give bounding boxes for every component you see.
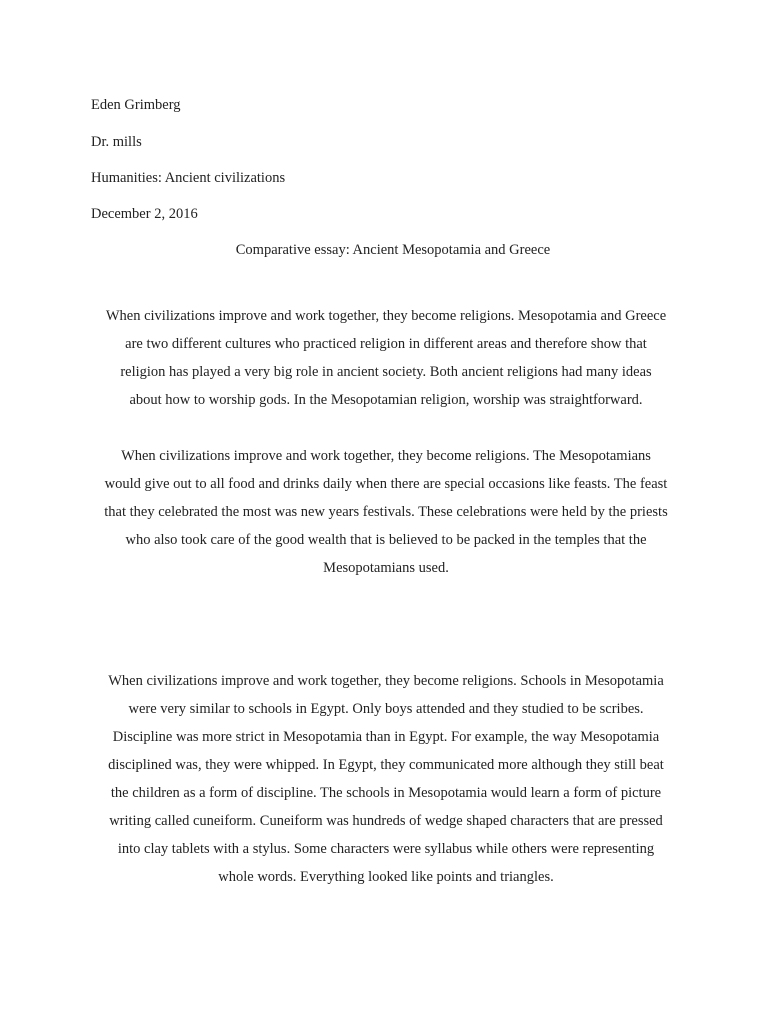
- essay-title: Comparative essay: Ancient Mesopotamia and Greece: [235, 242, 551, 258]
- paragraph-line: whole words. Everything looked like points and triangles.: [218, 869, 554, 885]
- paragraph-line: who also took care of the good wealth that is believed to be packed in the temples that the: [125, 532, 647, 548]
- paragraph-line: writing called cuneiform. Cuneiform was hundreds of wedge shaped characters that are pressed: [109, 813, 663, 829]
- paragraph-line: are two different cultures who practiced religion in different areas and therefore show that: [125, 336, 647, 352]
- paragraph-line: Discipline was more strict in Mesopotamia than in Egypt. For example, the way Mesopotamia: [112, 729, 660, 745]
- paragraph-1: [84, 302, 688, 414]
- paragraph-line: When civilizations improve and work together, they become religions. Schools in Mesopotamia: [108, 673, 664, 689]
- course-name: Humanities: Ancient civilizations: [91, 170, 286, 186]
- paragraph-line: about how to worship gods. In the Mesopotamian religion, worship was straightforward.: [129, 392, 643, 408]
- instructor-name: Dr. mills: [91, 134, 142, 150]
- paragraph-line: would give out to all food and drinks daily when there are special occasions like feasts. The feast: [104, 476, 668, 492]
- paragraph-line: religion has played a very big role in ancient society. Both ancient religions had many ideas: [120, 364, 652, 380]
- document-date: December 2, 2016: [91, 206, 198, 222]
- paragraph-line: the children as a form of discipline. The schools in Mesopotamia would learn a form of picture: [110, 785, 662, 801]
- paragraph-line: were very similar to schools in Egypt. Only boys attended and they studied to be scribes.: [128, 701, 644, 717]
- paragraph-line: disciplined was, they were whipped. In Egypt, they communicated more although they still beat: [108, 757, 664, 773]
- paragraph-3: [84, 667, 688, 891]
- paragraph-line: When civilizations improve and work together, they become religions. The Mesopotamians: [121, 448, 651, 464]
- paragraph-line: into clay tablets with a stylus. Some characters were syllabus while others were representing: [117, 841, 655, 857]
- paragraph-line: When civilizations improve and work together, they become religions. Mesopotamia and Greece: [105, 308, 667, 324]
- author-name: Eden Grimberg: [91, 97, 181, 113]
- paragraph-line: that they celebrated the most was new years festivals. These celebrations were held by the priests: [104, 504, 668, 520]
- paragraph-line: Mesopotamians used.: [323, 560, 449, 576]
- paragraph-2: [84, 442, 688, 582]
